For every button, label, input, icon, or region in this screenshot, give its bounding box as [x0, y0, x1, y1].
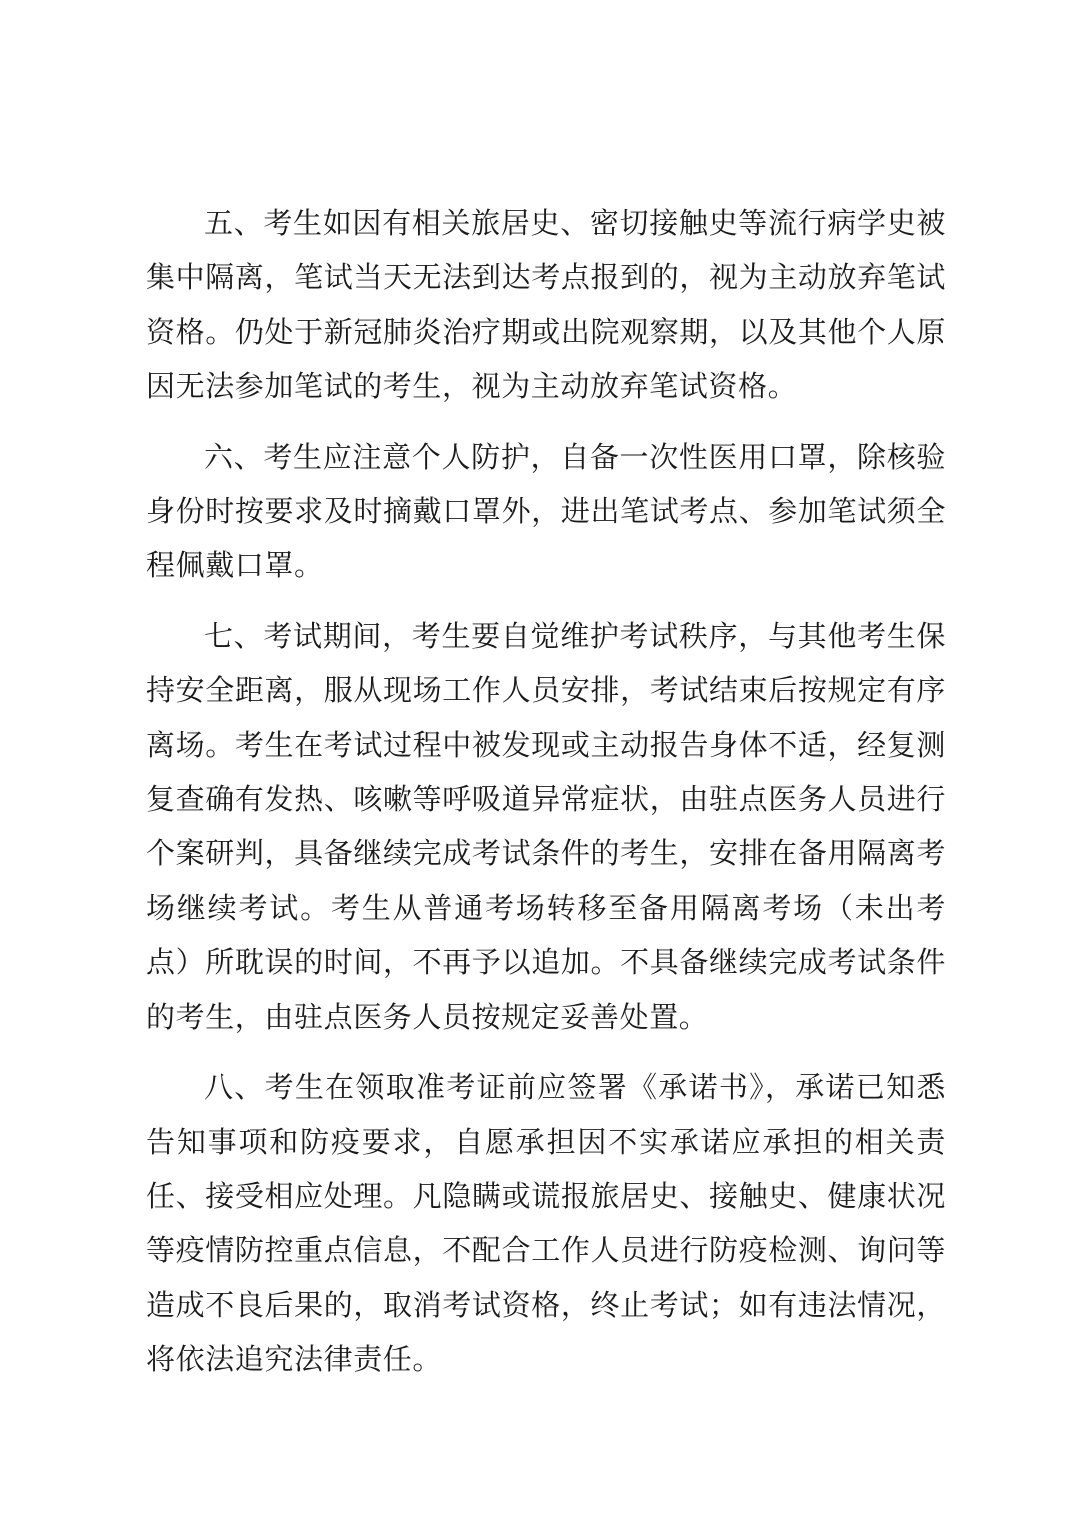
paragraph-5: 五、考生如因有相关旅居史、密切接触史等流行病学史被集中隔离，笔试当天无法到达考点报到的，视为主动放弃笔试资格。仍处于新冠肺炎治疗期或出院观察期，以及其他个人原因无法参加笔试的考生，视为主动放弃笔试资格。	[146, 206, 946, 404]
paragraph-8: 八、考生在领取准考证前应签署《承诺书》，承诺已知悉告知事项和防疫要求，自愿承担因不实承诺应承担的相关责任、接受相应处理。凡隐瞒或谎报旅居史、接触史、健康状况等疫情防控重点信息，不配合工作人员进行防疫检测、询问等造成不良后果的，取消考试资格，终止考试；如有违法情况，将依法追究法律责任。	[146, 1070, 946, 1377]
paragraph-6: 六、考生应注意个人防护，自备一次性医用口罩，除核验身份时按要求及时摘戴口罩外，进出笔试考点、参加笔试须全程佩戴口罩。	[146, 439, 946, 583]
paragraph-7: 七、考试期间，考生要自觉维护考试秩序，与其他考生保持安全距离，服从现场工作人员安排，考试结束后按规定有序离场。考生在考试过程中被发现或主动报告身体不适，经复测复查确有发热、咳嗽等呼吸道异常症状，由驻点医务人员进行个案研判，具备继续完成考试条件的考生，安排在备用隔离考场继续考试。考生从普通考场转移至备用隔离考场（未出考点）所耽误的时间，不再予以追加。不具备继续完成考试条件的考生，由驻点医务人员按规定妥善处置。	[146, 618, 946, 1034]
document-body	[146, 196, 946, 1387]
